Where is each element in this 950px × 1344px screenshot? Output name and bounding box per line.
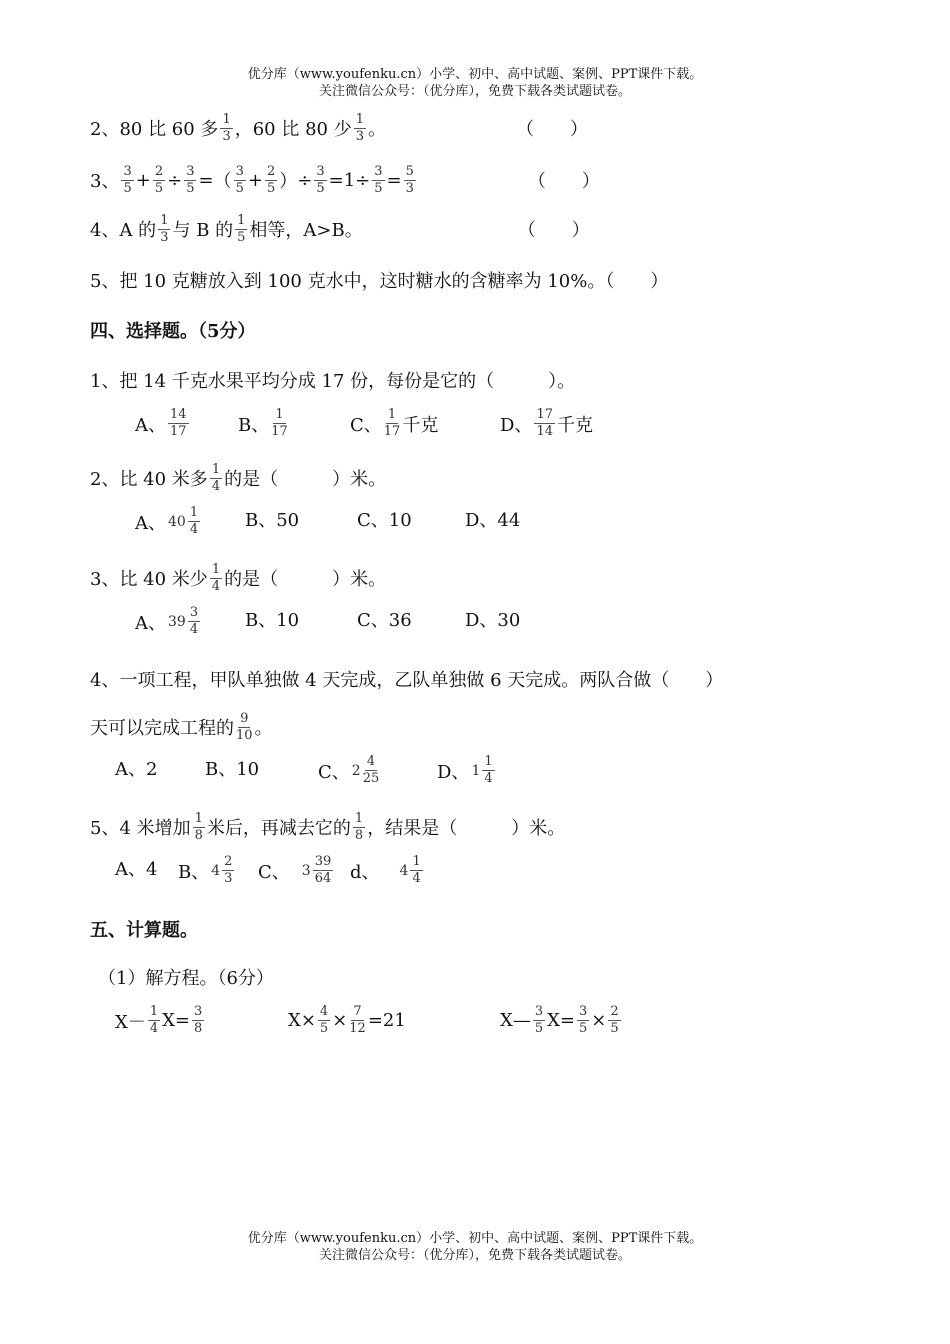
- fraction: $\frac{1}{4}$: [149, 1004, 159, 1036]
- choice-option-c[interactable]: C、10: [357, 510, 412, 531]
- q-text: 的是（ ）米。: [224, 569, 387, 590]
- q-text: 3、比 40 米少: [90, 569, 208, 590]
- fraction: $\frac{17}{14}$: [536, 407, 553, 439]
- fraction: $\frac{1}{4}$: [189, 505, 199, 537]
- choice-question-3: [90, 556, 386, 600]
- choice-option-d[interactable]: d、 4 $\frac{1}{4}$: [350, 854, 421, 886]
- q-text: 2、比 40 米多: [90, 469, 208, 490]
- fraction: $\frac{3}{5}$: [186, 163, 195, 196]
- choice-option-a[interactable]: A、 39 $\frac{3}{4}$: [135, 605, 199, 637]
- choice-option-c[interactable]: C、 2 $\frac{4}{25}$: [318, 754, 380, 786]
- fraction: $\frac{4}{25}$: [362, 754, 380, 786]
- fraction: $\frac{2}{5}$: [610, 1004, 619, 1036]
- fraction: $\frac{4}{5}$: [319, 1004, 329, 1036]
- fraction: $\frac{1}{4}$: [211, 461, 221, 494]
- answer-blank[interactable]: （ ）: [515, 119, 588, 140]
- choice-question-1: [90, 358, 575, 402]
- subsection-equations: （1）解方程。（6分）: [98, 968, 274, 989]
- q-text: 4、一项工程，甲队单独做 4 天完成，乙队单独做 6 天完成。两队合做（ ）: [90, 670, 724, 691]
- choice-option-a[interactable]: A、 $\frac{14}{17}$: [135, 407, 187, 439]
- judge-question-5: [90, 258, 668, 302]
- q-text: 米后，再减去它的: [206, 818, 351, 839]
- section-title-choice: 四、选择题。（5分）: [90, 321, 256, 342]
- choice-option-a[interactable]: A、2: [115, 759, 158, 780]
- page-header-top: [0, 66, 950, 100]
- q-text: ，结果是（ ）米。: [367, 818, 566, 839]
- fraction: $\frac{2}{5}$: [154, 163, 164, 196]
- fraction: $\frac{1}{4}$: [412, 854, 421, 886]
- fraction: $\frac{1}{3}$: [355, 111, 364, 144]
- choice-question-4-cont: [90, 705, 273, 749]
- fraction: $\frac{5}{3}$: [405, 163, 414, 196]
- op: =1÷: [328, 169, 371, 191]
- fraction: $\frac{1}{8}$: [354, 810, 364, 843]
- choice-option-b[interactable]: B、 4 $\frac{2}{3}$: [178, 854, 233, 886]
- q-text: 5、把 10 克糖放入到 100 克水中，这时糖水的含糖率为 10%。（ ）: [90, 271, 669, 292]
- choice-question-4: [90, 657, 723, 701]
- choice-option-c[interactable]: C、 3 $\frac{39}{64}$: [258, 854, 332, 886]
- footer-line-1: 优分库（www.youfenku.cn）小学、初中、高中试题、案例、PPT课件下载。: [247, 1231, 703, 1246]
- fraction: $\frac{3}{5}$: [374, 163, 383, 196]
- fraction: $\frac{7}{12}$: [349, 1004, 366, 1036]
- op: =: [386, 169, 402, 191]
- op: ）: [279, 171, 298, 192]
- page-footer: [0, 1230, 950, 1264]
- q-text: 的是（ ）米。: [224, 469, 387, 490]
- fraction: $\frac{3}{5}$: [579, 1004, 588, 1036]
- q-text: 2、80 比 60 多: [90, 119, 219, 140]
- judge-question-4: [90, 207, 590, 251]
- header-line-2: 关注微信公众号：（优分库），免费下载各类试题试卷。: [318, 84, 631, 99]
- op: +: [135, 169, 151, 191]
- fraction: $\frac{3}{8}$: [194, 1004, 203, 1036]
- q-text: 与 B 的: [172, 220, 234, 241]
- fraction: $\frac{1}{4}$: [211, 561, 221, 594]
- choice-option-c[interactable]: C、36: [357, 610, 412, 631]
- answer-blank[interactable]: （ ）: [527, 171, 600, 192]
- q-text: ，60 比 80 少: [234, 119, 352, 140]
- fraction: $\frac{1}{17}$: [271, 407, 288, 439]
- choice-option-d[interactable]: D、30: [465, 610, 521, 631]
- choice-question-5: [90, 805, 565, 849]
- choice-option-b[interactable]: B、50: [245, 510, 300, 531]
- q-text: 4、A 的: [90, 220, 157, 241]
- fraction: $\frac{3}{5}$: [235, 163, 244, 196]
- choice-question-2: [90, 456, 386, 500]
- choice-option-d[interactable]: D、44: [465, 510, 521, 531]
- fraction: $\frac{1}{8}$: [194, 810, 203, 843]
- fraction: $\frac{14}{17}$: [170, 407, 187, 439]
- footer-line-2: 关注微信公众号：（优分库），免费下载各类试题试卷。: [318, 1248, 631, 1263]
- equation-2: X× $\frac{4}{5}$ × $\frac{7}{12}$ =21: [288, 1004, 406, 1036]
- choice-option-a[interactable]: A、 40 $\frac{1}{4}$: [135, 505, 199, 537]
- answer-blank[interactable]: （ ）: [517, 220, 590, 241]
- fraction: $\frac{3}{4}$: [189, 605, 199, 637]
- op: =: [198, 169, 214, 191]
- fraction: $\frac{2}{5}$: [266, 163, 276, 196]
- equation-1: X－ $\frac{1}{4}$ X= $\frac{3}{8}$: [115, 1004, 203, 1036]
- choice-option-d[interactable]: D、 $\frac{17}{14}$ 千克: [500, 407, 593, 439]
- fraction: $\frac{3}{5}$: [123, 163, 132, 196]
- q-text: 5、4 米增加: [90, 818, 191, 839]
- q-text: 相等，A>B。: [249, 220, 363, 241]
- choice-option-c[interactable]: C、 $\frac{1}{17}$ 千克: [350, 407, 439, 439]
- header-line-1: 优分库（www.youfenku.cn）小学、初中、高中试题、案例、PPT课件下载。: [247, 67, 703, 82]
- op: ÷: [297, 169, 313, 191]
- fraction: $\frac{1}{4}$: [484, 754, 493, 786]
- judge-question-3: [90, 158, 600, 202]
- q-text: 1、把 14 千克水果平均分成 17 份，每份是它的（ ）。: [90, 371, 576, 392]
- fraction: $\frac{1}{17}$: [383, 407, 401, 439]
- choice-option-b[interactable]: B、 $\frac{1}{17}$: [238, 407, 288, 439]
- choice-option-b[interactable]: B、10: [245, 610, 300, 631]
- q-text: 。: [254, 718, 273, 739]
- op: ÷: [167, 169, 183, 191]
- equation-3: X— $\frac{3}{5}$ X= $\frac{3}{5}$ × $\frac{2}{5}$: [500, 1004, 619, 1036]
- op: +: [247, 169, 263, 191]
- choice-option-d[interactable]: D、 1 $\frac{1}{4}$: [437, 754, 493, 786]
- fraction: $\frac{1}{5}$: [237, 212, 246, 245]
- fraction: $\frac{3}{5}$: [534, 1004, 544, 1036]
- q-label: 3、: [90, 171, 120, 192]
- fraction: $\frac{9}{10}$: [236, 710, 253, 743]
- q-text: 。: [367, 119, 386, 140]
- fraction: $\frac{39}{64}$: [314, 854, 332, 886]
- fraction: $\frac{3}{5}$: [316, 163, 325, 196]
- section-title-calc: 五、计算题。: [90, 920, 198, 941]
- choice-option-b[interactable]: B、10: [205, 759, 260, 780]
- q-text: 天可以完成工程的: [90, 718, 234, 739]
- fraction: $\frac{1}{3}$: [160, 212, 169, 245]
- choice-option-a[interactable]: A、4: [115, 859, 158, 880]
- fraction: $\frac{2}{3}$: [224, 854, 233, 886]
- fraction: $\frac{1}{3}$: [222, 111, 231, 144]
- op: （: [213, 171, 232, 192]
- judge-question-2: [90, 106, 588, 150]
